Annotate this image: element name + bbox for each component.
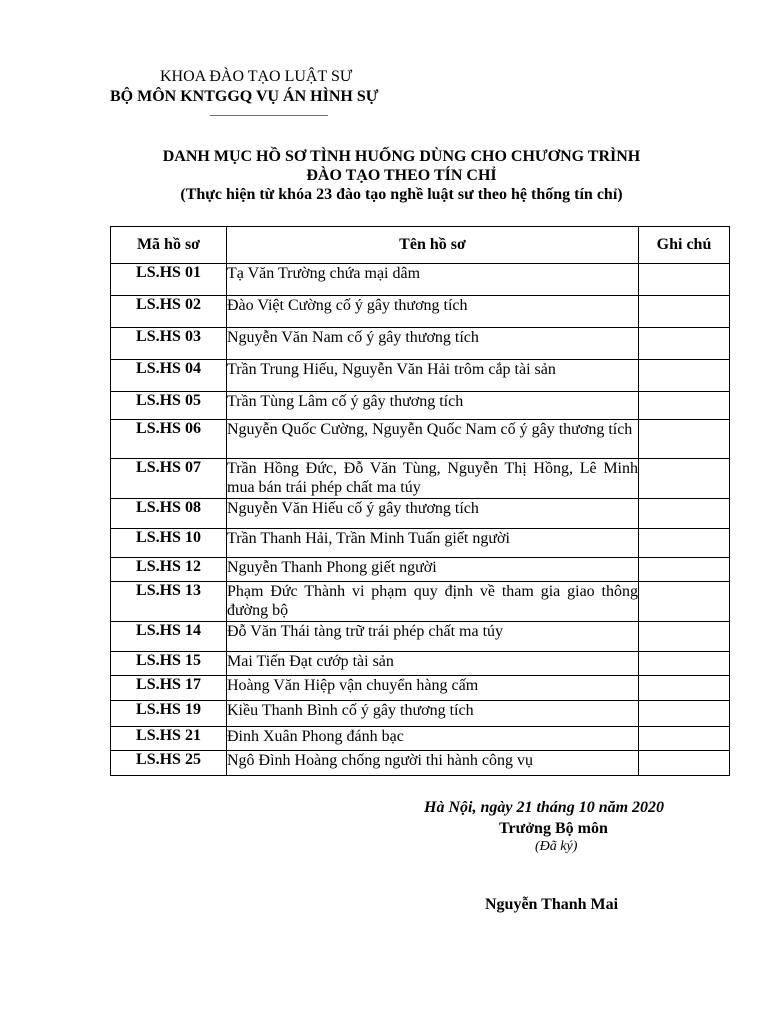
table-row bbox=[111, 499, 730, 529]
case-name: Nguyễn Văn Nam cố ý gây thương tích bbox=[227, 328, 639, 360]
case-code: LS.HS 06 bbox=[111, 420, 227, 459]
case-note bbox=[639, 751, 730, 776]
case-name: Tạ Văn Trường chứa mại dâm bbox=[227, 264, 639, 296]
case-note bbox=[639, 701, 730, 727]
table-row bbox=[111, 727, 730, 751]
case-name: Nguyễn Thanh Phong giết người bbox=[227, 558, 639, 582]
case-note bbox=[639, 499, 730, 529]
case-code: LS.HS 07 bbox=[111, 459, 227, 499]
header-underline bbox=[210, 115, 328, 116]
signature-name: Nguyễn Thanh Mai bbox=[485, 896, 619, 913]
table-row bbox=[111, 420, 730, 459]
case-code: LS.HS 13 bbox=[111, 582, 227, 622]
case-name: Phạm Đức Thành vi phạm quy định về tham gia giao thông đường bộ bbox=[227, 582, 639, 622]
case-note bbox=[639, 360, 730, 392]
case-note bbox=[639, 558, 730, 582]
case-name: Đinh Xuân Phong đánh bạc bbox=[227, 727, 639, 751]
case-code: LS.HS 21 bbox=[111, 727, 227, 751]
case-code: LS.HS 15 bbox=[111, 652, 227, 676]
table-row bbox=[111, 296, 730, 328]
table-row bbox=[111, 529, 730, 558]
table-row bbox=[111, 622, 730, 652]
case-code: LS.HS 12 bbox=[111, 558, 227, 582]
case-code: LS.HS 17 bbox=[111, 676, 227, 701]
case-name: Nguyễn Quốc Cường, Nguyễn Quốc Nam cố ý gây thương tích bbox=[227, 420, 639, 459]
case-name: Trần Thanh Hải, Trần Minh Tuấn giết người bbox=[227, 529, 639, 558]
column-header-code: Mã hồ sơ bbox=[111, 227, 227, 264]
case-code: LS.HS 10 bbox=[111, 529, 227, 558]
case-note bbox=[639, 652, 730, 676]
table-row bbox=[111, 459, 730, 499]
case-code: LS.HS 19 bbox=[111, 701, 227, 727]
case-name: Kiều Thanh Bình cố ý gây thương tích bbox=[227, 701, 639, 727]
table-row bbox=[111, 751, 730, 776]
case-code: LS.HS 04 bbox=[111, 360, 227, 392]
column-header-name: Tên hồ sơ bbox=[227, 227, 639, 264]
table-row bbox=[111, 652, 730, 676]
document-title-line1: DANH MỤC HỒ SƠ TÌNH HUỐNG DÙNG CHO CHƯƠNG TRÌNH bbox=[162, 148, 641, 165]
table-row bbox=[111, 392, 730, 420]
faculty-name: KHOA ĐÀO TẠO LUẬT SƯ bbox=[160, 68, 353, 85]
case-name: Trần Trung Hiếu, Nguyễn Văn Hải trôm cắp tài sản bbox=[227, 360, 639, 392]
table-row bbox=[111, 701, 730, 727]
document-subtitle: (Thực hiện từ khóa 23 đào tạo nghề luật sư theo hệ thống tín chỉ) bbox=[180, 186, 623, 203]
department-name: BỘ MÔN KNTGGQ VỤ ÁN HÌNH SỰ bbox=[110, 88, 379, 105]
table-row bbox=[111, 264, 730, 296]
case-note bbox=[639, 459, 730, 499]
signature-role: Trưởng Bộ môn bbox=[499, 820, 608, 837]
column-header-note: Ghi chú bbox=[639, 227, 730, 264]
case-code: LS.HS 14 bbox=[111, 622, 227, 652]
case-name: Hoàng Văn Hiệp vận chuyển hàng cấm bbox=[227, 676, 639, 701]
case-note bbox=[639, 676, 730, 701]
case-name: Trần Hồng Đức, Đỗ Văn Tùng, Nguyễn Thị Hồng, Lê Minh mua bán trái phép chất ma túy bbox=[227, 459, 639, 499]
document-title-line2: ĐÀO TẠO THEO TÍN CHỈ bbox=[306, 167, 497, 184]
table-header-row bbox=[111, 227, 730, 264]
case-note bbox=[639, 264, 730, 296]
table-row bbox=[111, 360, 730, 392]
case-note bbox=[639, 727, 730, 751]
table-row bbox=[111, 676, 730, 701]
case-note bbox=[639, 529, 730, 558]
case-code: LS.HS 02 bbox=[111, 296, 227, 328]
case-code: LS.HS 08 bbox=[111, 499, 227, 529]
case-code: LS.HS 03 bbox=[111, 328, 227, 360]
table-row bbox=[111, 558, 730, 582]
case-name: Trần Tùng Lâm cố ý gây thương tích bbox=[227, 392, 639, 420]
case-note bbox=[639, 328, 730, 360]
table-row bbox=[111, 328, 730, 360]
case-code: LS.HS 05 bbox=[111, 392, 227, 420]
case-note bbox=[639, 296, 730, 328]
case-file-table bbox=[110, 226, 730, 776]
case-name: Mai Tiến Đạt cướp tài sản bbox=[227, 652, 639, 676]
signature-signed-note: (Đã ký) bbox=[535, 839, 578, 854]
case-note bbox=[639, 622, 730, 652]
case-code: LS.HS 25 bbox=[111, 751, 227, 776]
case-name: Nguyễn Văn Hiếu cố ý gây thương tích bbox=[227, 499, 639, 529]
case-name: Đỗ Văn Thái tàng trữ trái phép chất ma túy bbox=[227, 622, 639, 652]
case-note bbox=[639, 392, 730, 420]
case-note bbox=[639, 420, 730, 459]
case-name: Ngô Đình Hoàng chống người thi hành công vụ bbox=[227, 751, 639, 776]
signature-place-date: Hà Nội, ngày 21 tháng 10 năm 2020 bbox=[424, 799, 665, 816]
table-row bbox=[111, 582, 730, 622]
case-code: LS.HS 01 bbox=[111, 264, 227, 296]
case-note bbox=[639, 582, 730, 622]
case-name: Đào Việt Cường cố ý gây thương tích bbox=[227, 296, 639, 328]
